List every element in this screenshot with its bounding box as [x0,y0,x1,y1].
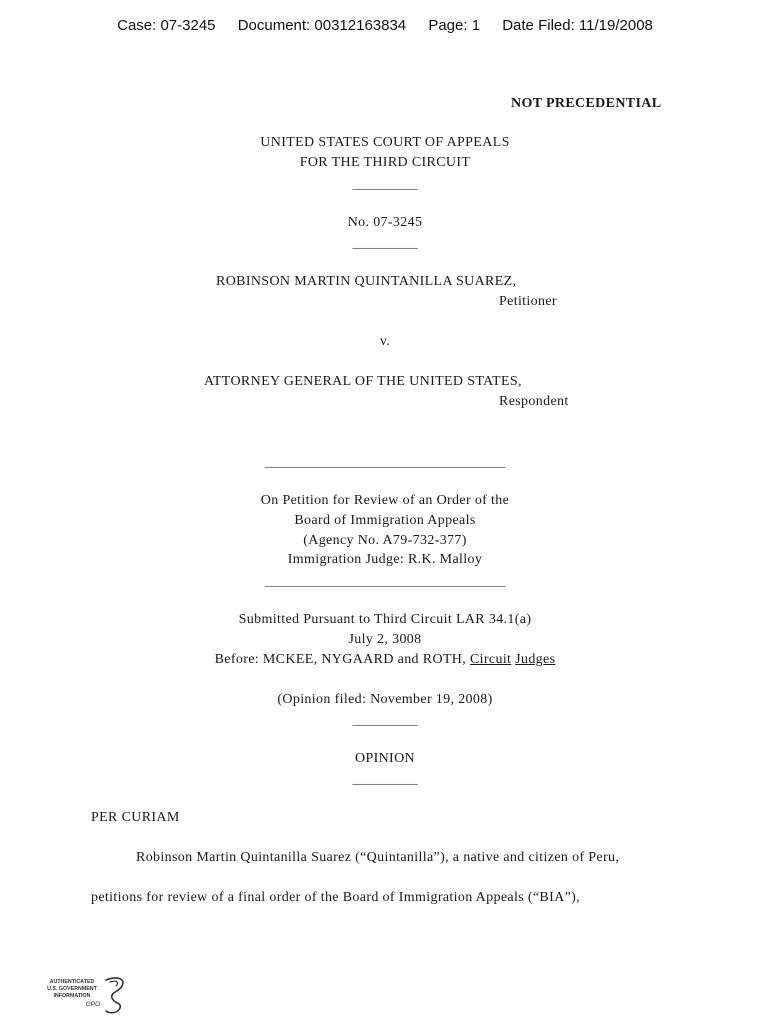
submission-date: July 2, 3008 [348,632,422,647]
submission-line: Submitted Pursuant to Third Circuit LAR 34.1(a) [238,612,532,627]
respondent-name: ATTORNEY GENERAL OF THE UNITED STATES, [204,374,522,389]
panel-judges-label: Judges [515,652,556,667]
petitioner-role: Petitioner [499,294,557,309]
paragraph-line2: petitions for review of a final order of the Board of Immigration Appeals (“BIA”), [91,890,580,905]
paragraph-line1: Robinson Martin Quintanilla Suarez (“Quintanilla”), a native and citizen of Peru, [136,850,620,865]
court-name-line1: UNITED STATES COURT OF APPEALS [260,135,510,150]
page-header [0,17,770,34]
divider: _____________________________________ [264,573,506,588]
docket-number: No. 07-3245 [347,215,423,230]
divider: __________ [352,771,418,786]
divider: __________ [352,235,418,250]
logo-line1: AUTHENTICATED [49,979,95,985]
divider: __________ [352,176,418,191]
versus: v. [379,334,391,349]
panel-before: Before: MCKEE, NYGAARD and ROTH, [214,652,470,667]
immigration-judge: Immigration Judge: R.K. Malloy [287,552,483,567]
designation: NOT PRECEDENTIAL [511,96,662,111]
petitioner-name: ROBINSON MARTIN QUINTANILLA SUAREZ, [216,274,517,289]
divider: __________ [352,712,418,727]
date-filed: Date Filed: 11/19/2008 [502,17,653,34]
page-number: Page: 1 [428,17,481,34]
agency-number: (Agency No. A79-732-377) [303,533,467,548]
document-number: Document: 00312163834 [237,17,407,34]
respondent-role: Respondent [499,394,569,409]
petition-line1: On Petition for Review of an Order of the [260,493,510,508]
panel-judges [0,652,770,668]
logo-line4: GPO [85,1001,101,1008]
logo-line3: INFORMATION [53,993,91,999]
court-name-line2: FOR THE THIRD CIRCUIT [299,155,471,170]
gpo-authentication-logo [44,974,134,1016]
divider: _____________________________________ [264,454,506,469]
opinion-filed: (Opinion filed: November 19, 2008) [277,692,493,707]
opinion-heading: OPINION [354,751,415,766]
case-number: Case: 07-3245 [117,17,216,34]
panel-circuit: Circuit [469,652,512,667]
per-curiam: PER CURIAM [91,810,180,825]
gpo-eagle-icon [44,974,134,1016]
petition-line2: Board of Immigration Appeals [294,513,476,528]
logo-line2: U.S. GOVERNMENT [47,986,97,992]
